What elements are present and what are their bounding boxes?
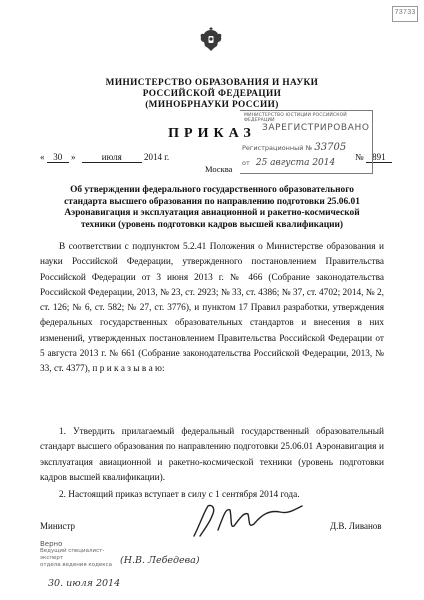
stamp-title: ЗАРЕГИСТРИРОВАНО — [262, 123, 370, 133]
order-item-2: 2. Настоящий приказ вступает в силу с 1 сентября 2014 года. — [59, 490, 300, 500]
order-number-value: 891 — [366, 152, 392, 163]
ministry-name-line3: (МИНОБРНАУКИ РОССИИ) — [145, 100, 279, 110]
certification-verno: Верно — [40, 540, 63, 548]
stamp-reg-date: 25 августа 2014 — [255, 158, 336, 168]
certification-handwritten-date: 30. июля 2014 — [48, 578, 121, 589]
certification-position: Ведущий специалист-эксперт — [40, 548, 105, 561]
signer-name: Д.В. Ливанов — [330, 521, 382, 531]
order-date — [40, 152, 169, 163]
certifier-handwritten-name: (Н.В. Лебедева) — [120, 555, 200, 566]
ministry-name-line1: МИНИСТЕРСТВО ОБРАЗОВАНИЯ И НАУКИ — [105, 78, 319, 88]
stamp-date-label: от — [242, 159, 250, 167]
order-title: Об утверждении федерального государственного образовательного стандарта высшего образования по направлению подготовки 25.06.01 Аэронавигация и эксплуатация авиационной и ракетно-космической техники (уровень подготовки кадров высшей квалификации) — [64, 185, 360, 230]
corner-archive-stamp: 73733 — [392, 6, 418, 22]
preamble-paragraph: В соответствии с подпунктом 5.2.41 Положения о Министерстве образования и науки Российской Федерации, утвержденного постановлением Правительства Российской Федерации от 3 июня 2013 г. № 466 (Собрание законодательства Российской Федерации, 2013, № 23, ст. 2923; № 33, ст. 4386; № 37, ст. 4702; 2014, № 2, ст. 126; № 6, ст. 582; № 27, ст. 3776), и пунктом 17 Правил разработки, утверждения федеральных государственных образовательных стандартов и внесения в них изменений, утвержденных постановлением Правительства Российской Федерации от 5 августа 2013 г. № 661 (Собрание законодательства Российской Федерации, 2013, № 33, ст. 4377), п р и к а з ы в а ю: — [40, 242, 384, 375]
stamp-reg-label — [242, 142, 346, 153]
certification-stamp — [40, 541, 120, 569]
registration-stamp — [240, 110, 373, 174]
coat-of-arms-icon — [198, 24, 224, 54]
certification-department: отдела ведения кодекса — [40, 562, 113, 568]
stamp-ministry: МИНИСТЕРСТВО ЮСТИЦИИ РОССИЙСКОЙ ФЕДЕРАЦИИ — [244, 113, 347, 123]
order-year: 2014 г. — [144, 152, 170, 162]
signer-position: Министр — [40, 521, 75, 531]
document-type-heading: ПРИКАЗ — [168, 126, 256, 141]
stamp-reg-label-text: Регистрационный № — [242, 144, 313, 152]
order-day: 30 — [47, 152, 69, 163]
order-item-1: 1. Утвердить прилагаемый федеральный государственный образовательный стандарт высшего образования по направлению подготовки 25.06.01 Аэронавигация и эксплуатация авиационной и ракетно-космической техники (уровень подготовки кадров высшей квалификации). — [40, 427, 384, 483]
order-month: июля — [82, 152, 142, 163]
quote-open: « — [40, 152, 45, 162]
handwritten-signature — [190, 500, 310, 540]
quote-close: » — [71, 152, 76, 162]
number-sign: № — [355, 152, 364, 162]
stamp-date-row — [242, 158, 335, 168]
city: Москва — [205, 164, 233, 174]
ministry-name-line2: РОССИЙСКОЙ ФЕДЕРАЦИИ — [142, 89, 282, 99]
stamp-reg-number: 33705 — [314, 142, 347, 153]
